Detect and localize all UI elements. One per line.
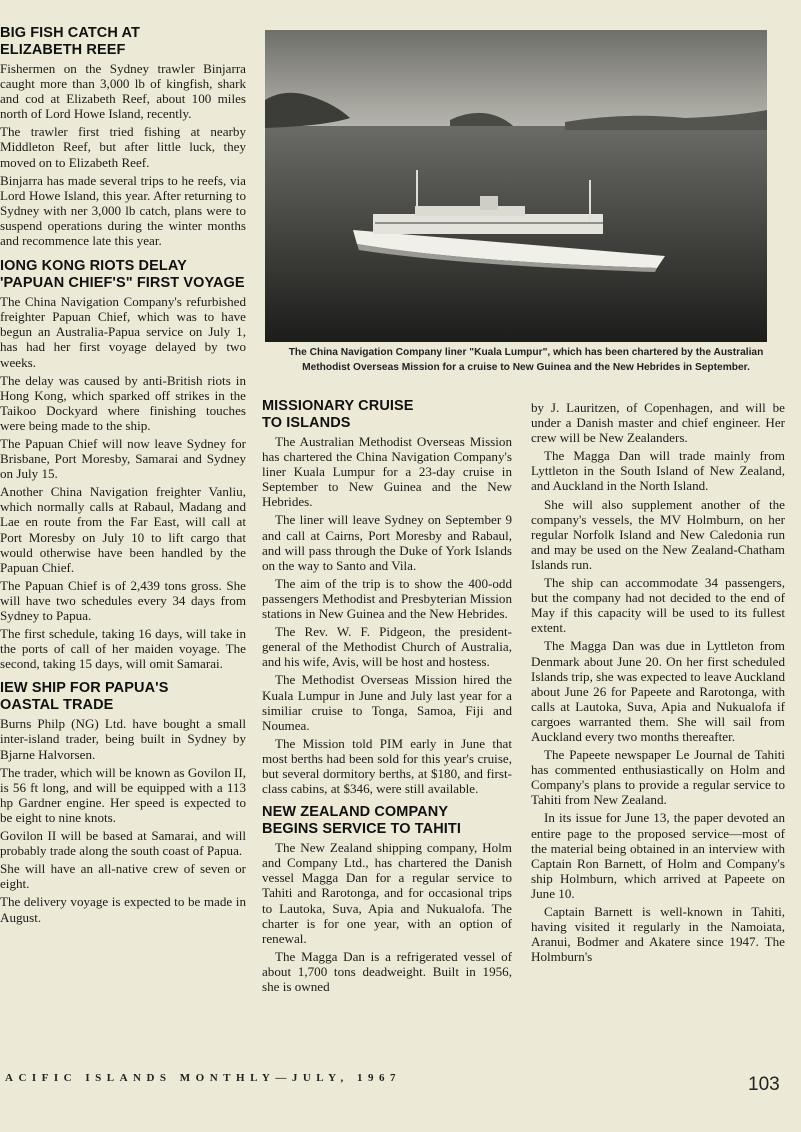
ship-photo-image [265,30,767,342]
page-footer: ACIFIC ISLANDS MONTHLY—JULY, 1967 [5,1072,402,1084]
paragraph: The Methodist Overseas Mission hired the Kuala Lumpur in June and July last year for a similiar cruise to Tonga, Samoa, Fiji and Noumea. [262,672,512,733]
article-headline: MISSIONARY CRUISE TO ISLANDS [262,398,414,431]
photo-caption: The China Navigation Company liner "Kuala Lumpur", which has been chartered by the Australian Methodist Overseas Mission for a cruise to New Guinea and the New Hebrides in September. [288,347,764,373]
paragraph: Fishermen on the Sydney trawler Binjarra caught more than 3,000 lb of kingfish, shark and cod at Elizabeth Reef, about 100 miles north of Lord Howe Island, recently. [0,61,246,122]
paragraph: The New Zealand shipping company, Holm and Company Ltd., has chartered the Danish vessel Magga Dan for a regular service to Tahiti and Rarotonga, and for occasional trips to Lautoka, Suva, Apia and Nukualofa. The charter is for one year, with an option of renewal. [262,840,512,946]
paragraph: The Papeete newspaper Le Journal de Tahiti has commented enthusiastically on Holm and Company's plans to provide a regular service to Tahiti from New Zealand. [531,747,785,808]
paragraph: The trawler first tried fishing at nearby Middleton Reef, but after little luck, they moved on to Elizabeth Reef. [0,124,246,170]
paragraph: The Magga Dan will trade mainly from Lyttleton in the South Island of New Zealand, and Auckland in the North Island. [531,448,785,494]
column-left [0,25,246,928]
article-body [262,434,512,796]
paragraph: The China Navigation Company's refurbished freighter Papuan Chief, which was to have begun an Australia-Papua service on July 1, has had her first voyage delayed by two weeks. [0,294,246,370]
column-middle [262,398,512,997]
article-headline: BIG FISH CATCH AT ELIZABETH REEF [0,25,140,58]
paragraph: Another China Navigation freighter Vanliu, which normally calls at Rabaul, Madang and Lae en route from the Far East, will call at Port Moresby on July 10 to lift cargo that would otherwise have been handled by the Papuan Chief. [0,484,246,575]
page-number: 103 [748,1074,780,1095]
paragraph: The trader, which will be known as Govilon II, is 56 ft long, and will be equipped with a 113 hp Gardner engine. Her speed is expected to be eight to nine knots. [0,764,247,825]
article-new-ship-papua [0,680,246,924]
paragraph: Binjarra has made several trips to he reefs, via Lord Howe Island, this year. After returning to Sydney with ner 3,000 lb catch, plans were to suspend operations during the winter months and recommence late this year. [0,172,246,249]
column-right [531,400,785,967]
paragraph: Captain Barnett is well-known in Tahiti, having visited it regularly in the Namoiata, Aranui, Bodmer and Akatere since 1947. The Holmburn's [531,904,785,965]
article-body [262,840,512,994]
paragraph: The ship can accommodate 34 passengers, but the company had not decided to the end of May if this capacity will be used to its fullest extent. [531,575,785,636]
paragraph: Govilon II will be based at Samarai, and will probably trade along the south coast of Papua. [0,828,246,859]
article-body [0,61,246,248]
paragraph: The Magga Dan was due in Lyttleton from Denmark about June 20. On her first scheduled Islands trip, she was expected to leave Auckland about June 26 for Papeete and Rarotonga, with calls at Lautoka, Suva, Apia and Nukualofa if cargoes warranted them. She will sail from Auckland every two months thereafter. [531,638,785,744]
paragraph: The delivery voyage is expected to be made in August. [0,894,246,925]
ship-photo [265,30,767,342]
paragraph: The Rev. W. F. Pidgeon, the president-general of the Methodist Church of Australia, and his wife, Avis, will be host and hostess. [262,624,512,670]
paragraph: The Magga Dan is a refrigerated vessel of about 1,700 tons deadweight. Built in 1956, she is owned [262,948,512,994]
article-hong-kong-riots [0,258,246,671]
paragraph: In its issue for June 13, the paper devoted an entire page to the proposed service—most of the material being obtained in an interview with Captain Ron Barnett, of Holm and Company's ship Holmburn, which arrived at Papeete on June 10. [531,810,785,901]
paragraph: The liner will leave Sydney on September 9 and call at Cairns, Port Moresby and Rabaul, and will pass through the Duke of York Islands on the way to Santo and Vila. [262,512,512,573]
article-headline: IEW SHIP FOR PAPUA'S OASTAL TRADE [0,680,169,714]
article-headline: IONG KONG RIOTS DELAY 'PAPUAN CHIEF'S" FIRST VOYAGE [0,258,245,292]
article-body-continued [531,400,785,964]
paragraph: The Mission told PIM early in June that most berths had been sold for this year's cruise, but several dormitory berths, at $180, and first-class cabins, at $346, were still available. [262,735,512,797]
paragraph: The aim of the trip is to show the 400-odd passengers Methodist and Presbyterian Mission stations in New Guinea and the New Hebrides. [262,575,512,622]
paragraph: The Papuan Chief is of 2,439 tons gross. She will have two schedules every 34 days from Sydney to Papua. [0,577,246,623]
paragraph: Burns Philp (NG) Ltd. have bought a small inter-island trader, being built in Sydney by Bjarne Halvorsen. [0,716,246,762]
paragraph: The Papuan Chief will now leave Sydney for Brisbane, Port Moresby, Samarai and Sydney on July 15. [0,435,246,482]
paragraph: The delay was caused by anti-British riots in Hong Kong, which sparked off strikes in the Taikoo Dockyard where finishing touches were being made to the ship. [0,372,246,433]
article-body [0,294,246,671]
paragraph: by J. Lauritzen, of Copenhagen, and will be under a Danish master and chief engineer. Her crew will be New Zealanders. [531,400,785,446]
article-headline: NEW ZEALAND COMPANY BEGINS SERVICE TO TAHITI [262,804,461,838]
paragraph: The first schedule, taking 16 days, will take in the ports of call of her maiden voyage. The second, taking 15 days, will omit Samarai. [0,626,246,672]
paragraph: She will also supplement another of the company's vessels, the MV Holmburn, on her regular Norfolk Island and New Caledonia run and may be used on the New Zealand-Chatham Islands run. [531,496,785,572]
paragraph: She will have an all-native crew of seven or eight. [0,861,246,892]
paragraph: The Australian Methodist Overseas Mission has chartered the China Navigation Company's liner Kuala Lumpur for a 23-day cruise in September to New Guinea and the New Hebrides. [262,434,512,510]
article-missionary-cruise [262,398,512,796]
article-nz-company-tahiti [262,804,512,994]
article-big-fish-catch [0,25,246,248]
article-body [0,716,246,924]
